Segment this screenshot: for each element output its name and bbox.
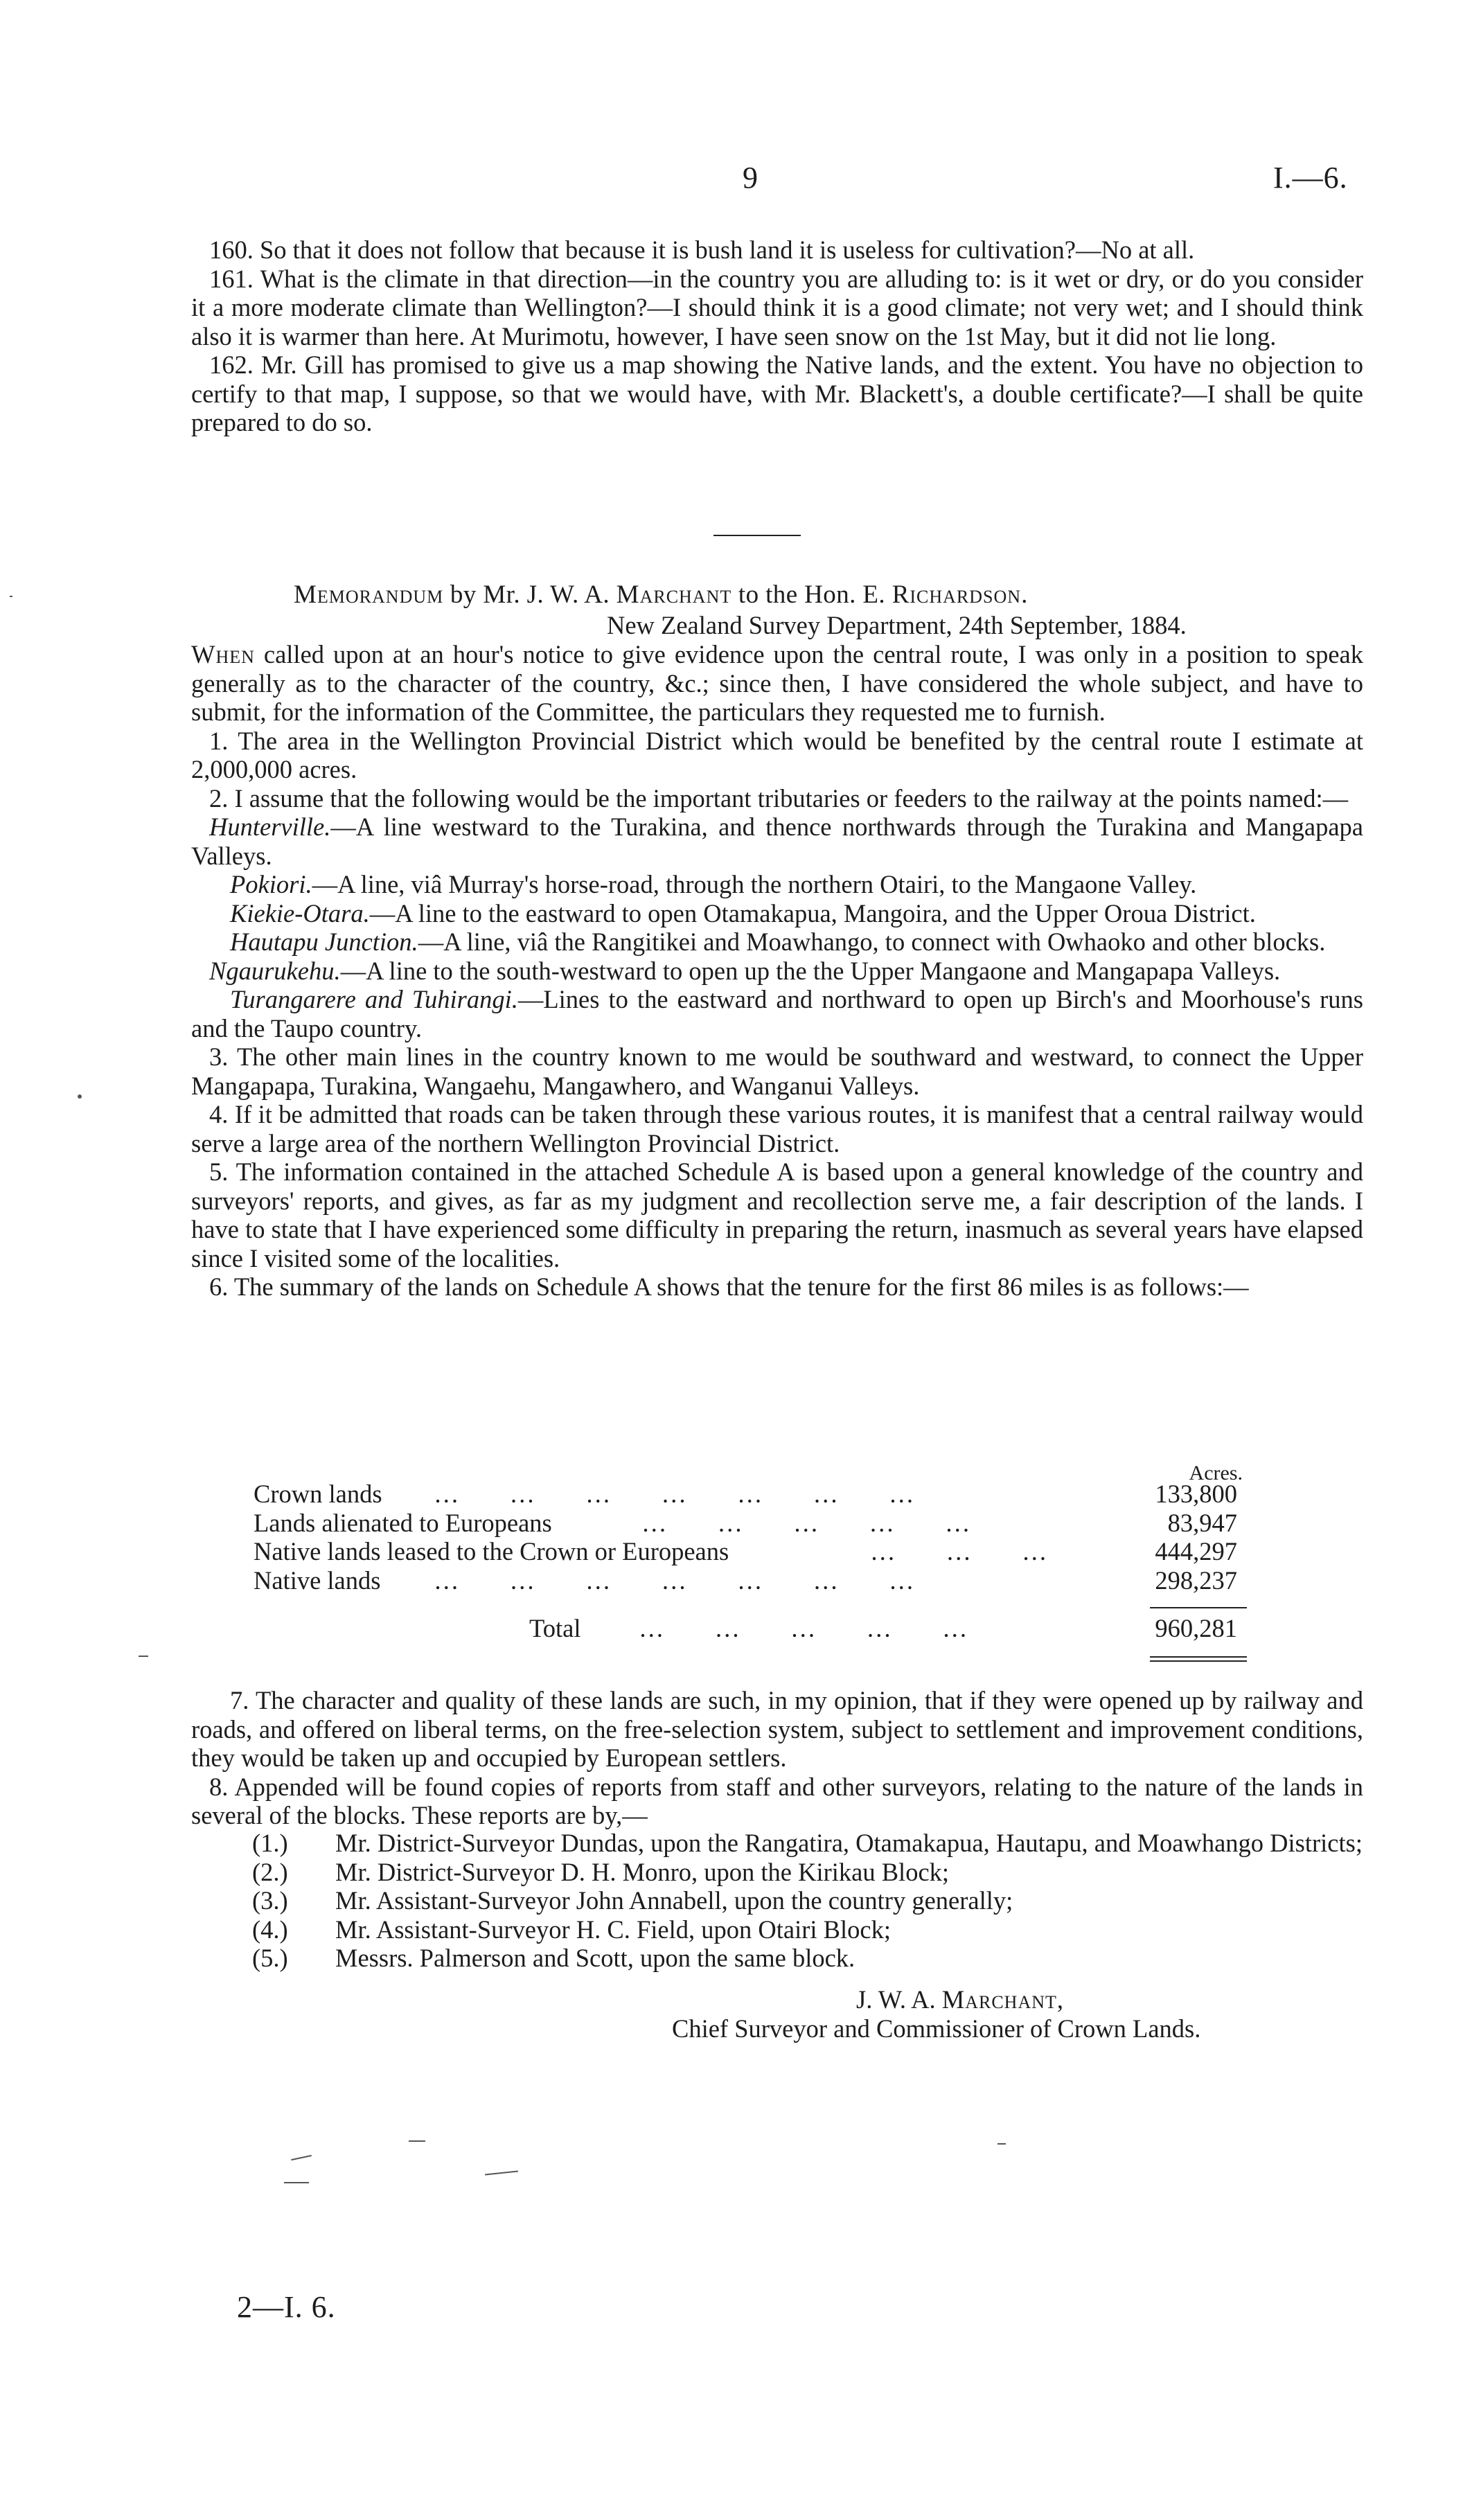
feeder-place: Turangarere and Tuhirangi. (230, 985, 518, 1013)
scan-speck (78, 1094, 82, 1099)
leader-dots: … … … … … (639, 1614, 968, 1642)
report-item (252, 1858, 1363, 1887)
report-text: Mr. District-Surveyor Dundas, upon the Rangatira, Otamakapua, Hautapu, and Moawhango Districts; (335, 1829, 1363, 1857)
report-item (252, 1886, 1363, 1915)
report-text: Mr. Assistant-Surveyor John Annabell, upon the country generally; (335, 1886, 1013, 1915)
table-unit-header: Acres. (1189, 1462, 1243, 1484)
row-value: 444,297 (1155, 1537, 1237, 1565)
evidence-question-161: 161. What is the climate in that direction—in the country you are alluding to: is it wet or dry, or do you consider it a more moderate climate than Wellington?—I should think it is a good climate; not very wet; and I should think also it is warmer than here. At Murimotu, however, I have seen snow on the 1st May, but it did not lie long. (191, 264, 1363, 351)
memo-intro-lead: When (191, 640, 255, 668)
feeder-place: Kiekie-Otara. (230, 898, 370, 928)
memo-heading (294, 580, 1028, 610)
row-value: 83,947 (1167, 1508, 1237, 1537)
feeder-description: —A line to the eastward to open Otamakapua, Mangoira, and the Upper Oroua District. (369, 898, 1256, 928)
leader-dots: … … … … … … … (434, 1565, 914, 1595)
feeder-hautapu-junction (191, 928, 1363, 957)
memo-para-7: 7. The character and quality of these lands are such, in my opinion, that if they were opened up by railway and roads, and offered on liberal terms, on the free-selection system, subject to settlement and improvement conditions, they would be taken up and occupied by European settlers. (191, 1686, 1363, 1772)
page-number: 9 (743, 161, 758, 195)
memo-body-continued (191, 1686, 1363, 1830)
memo-heading-prefix: Memorandum (294, 580, 444, 609)
row-label: Lands alienated to Europeans (254, 1508, 552, 1537)
feeder-place: Hunterville. (209, 813, 331, 841)
row-label: Native lands (254, 1565, 381, 1595)
feeder-description: —Lines to the eastward and northward to open up Birch's and Moorhouse's runs and the Taupo country. (191, 985, 1363, 1042)
memo-para-1: 1. The area in the Wellington Provincial District which would be benefited by the central route I estimate at 2,000,000 acres. (191, 726, 1363, 783)
signature-title: Chief Surveyor and Commissioner of Crown Lands. (672, 2014, 1201, 2043)
evidence-section (191, 236, 1363, 437)
table-row (254, 1537, 1258, 1566)
feeder-pokiori (191, 870, 1363, 899)
scan-speck (291, 2155, 312, 2160)
memo-body (191, 640, 1363, 1302)
row-value: 298,237 (1155, 1565, 1237, 1595)
report-number: (3.) (252, 1886, 288, 1915)
memo-para-4: 4. If it be admitted that roads can be taken through these various routes, it is manifest that a central railway would serve a large area of the northern Wellington Provincial District. (191, 1100, 1363, 1157)
memo-dateline: New Zealand Survey Department, 24th September, 1884. (607, 611, 1187, 639)
memo-para-8: 8. Appended will be found copies of reports from staff and other surveyors, relating to the nature of the lands in several of the blocks. These reports are by,— (191, 1772, 1363, 1829)
total-label: Total (529, 1614, 581, 1642)
paper-reference: I.—6. (1273, 161, 1348, 195)
total-rule-bottom-double (1150, 1660, 1247, 1662)
leader-dots: … … … … … … … (434, 1480, 914, 1508)
feeder-place: Hautapu Junction. (230, 928, 418, 956)
feeder-turangarere (191, 985, 1363, 1042)
report-number: (2.) (252, 1857, 288, 1886)
memo-heading-end: . (1021, 580, 1028, 609)
evidence-question-162: 162. Mr. Gill has promised to give us a map showing the Native lands, and the extent. You have no objection to certify to that map, I suppose, so that we would have, with Mr. Blackett's, a double certificate?—I shall be quite prepared to do so. (191, 351, 1363, 436)
memo-intro-text: called upon at an hour's notice to give evidence upon the central route, I was only in a position to speak generally as to the character of the country, &c.; since then, I have considered the whole subject, and have to submit, for the information of the Committee, the particulars they requested me to furnish. (191, 640, 1363, 726)
report-item (252, 1829, 1363, 1858)
evidence-question-160: 160. So that it does not follow that because it is bush land it is useless for cultivation?—No at all. (209, 236, 1195, 264)
total-rule-top (1150, 1607, 1247, 1608)
feeder-description: —A line to the south-westward to open up the the Upper Mangaone and Mangapapa Valleys. (340, 956, 1281, 985)
table-row (254, 1480, 1258, 1509)
memo-heading-to: to the Hon. E. (731, 580, 892, 609)
scan-speck (997, 2143, 1006, 2145)
scan-speck (409, 2140, 425, 2142)
feeder-description: —A line, viâ the Rangitikei and Moawhango, to connect with Owhaoko and other blocks. (418, 928, 1326, 956)
feeder-ngaurukehu (191, 957, 1363, 986)
report-text: Mr. Assistant-Surveyor H. C. Field, upon Otairi Block; (335, 1915, 891, 1944)
feeder-description: —A line westward to the Turakina, and thence northwards through the Turakina and Mangapapa Valleys. (191, 813, 1363, 870)
report-number: (4.) (252, 1915, 288, 1944)
footer-signature-mark: 2—I. 6. (237, 2290, 336, 2324)
scan-speck (139, 1656, 148, 1657)
scan-speck (10, 596, 12, 597)
memo-intro (191, 640, 1363, 727)
memo-para-5: 5. The information contained in the attached Schedule A is based upon a general knowledge of the country and surveyors' reports, and gives, as far as my judgment and recollection serve me, a fair description of the lands. I have to state that I have experienced some difficulty in preparing the return, inasmuch as several years have elapsed since I visited some of the localities. (191, 1157, 1363, 1272)
leader-dots: … … … … … (641, 1508, 970, 1537)
signature-end: , (1056, 1985, 1064, 2014)
report-text: Messrs. Palmerson and Scott, upon the same block. (335, 1944, 855, 1972)
table-row (254, 1566, 1258, 1595)
report-item (252, 1944, 1363, 1973)
row-label: Native lands leased to the Crown or Europeans (254, 1537, 729, 1565)
row-label: Crown lands (254, 1480, 382, 1508)
report-number: (5.) (252, 1944, 288, 1972)
feeder-place: Pokiori. (230, 870, 312, 898)
memo-para-3: 3. The other main lines in the country known to me would be southward and westward, to connect the Upper Mangapapa, Turakina, Wangaehu, Mangawhero, and Wanganui Valleys. (191, 1042, 1363, 1100)
reports-list (252, 1829, 1363, 1973)
feeder-hunterville (191, 813, 1363, 870)
leader-dots: … … … (870, 1537, 1047, 1565)
signature-initials: J. W. A. (856, 1985, 942, 2014)
signature-surname: Marchant (941, 1985, 1057, 2014)
feeder-place: Ngaurukehu. (209, 956, 341, 985)
memo-heading-by: by Mr. J. W. A. (443, 580, 617, 609)
report-item (252, 1915, 1363, 1944)
report-text: Mr. District-Surveyor D. H. Monro, upon the Kirikau Block; (335, 1857, 950, 1886)
feeder-description: —A line, viâ Murray's horse-road, through the northern Otairi, to the Mangaone Valley. (312, 870, 1197, 898)
scan-speck (284, 2182, 309, 2183)
report-number: (1.) (252, 1829, 288, 1857)
feeder-kiekie-otara (191, 899, 1363, 928)
table-total-row (254, 1614, 1258, 1643)
memo-para-2: 2. I assume that the following would be the important tributaries or feeders to the railway at the points named:— (209, 783, 1349, 813)
scan-speck (485, 2170, 518, 2175)
memo-heading-recipient: Richardson (892, 580, 1022, 609)
total-rule-bottom (1150, 1656, 1247, 1658)
tenure-table (254, 1459, 1258, 1643)
row-value: 133,800 (1155, 1480, 1237, 1508)
signature-name (856, 1985, 1063, 2014)
total-value: 960,281 (1155, 1614, 1237, 1642)
memo-heading-author: Marchant (616, 580, 732, 609)
memo-para-6: 6. The summary of the lands on Schedule A shows that the tenure for the first 86 miles is as follows:— (209, 1272, 1249, 1301)
table-row (254, 1509, 1258, 1538)
section-divider (713, 535, 801, 536)
